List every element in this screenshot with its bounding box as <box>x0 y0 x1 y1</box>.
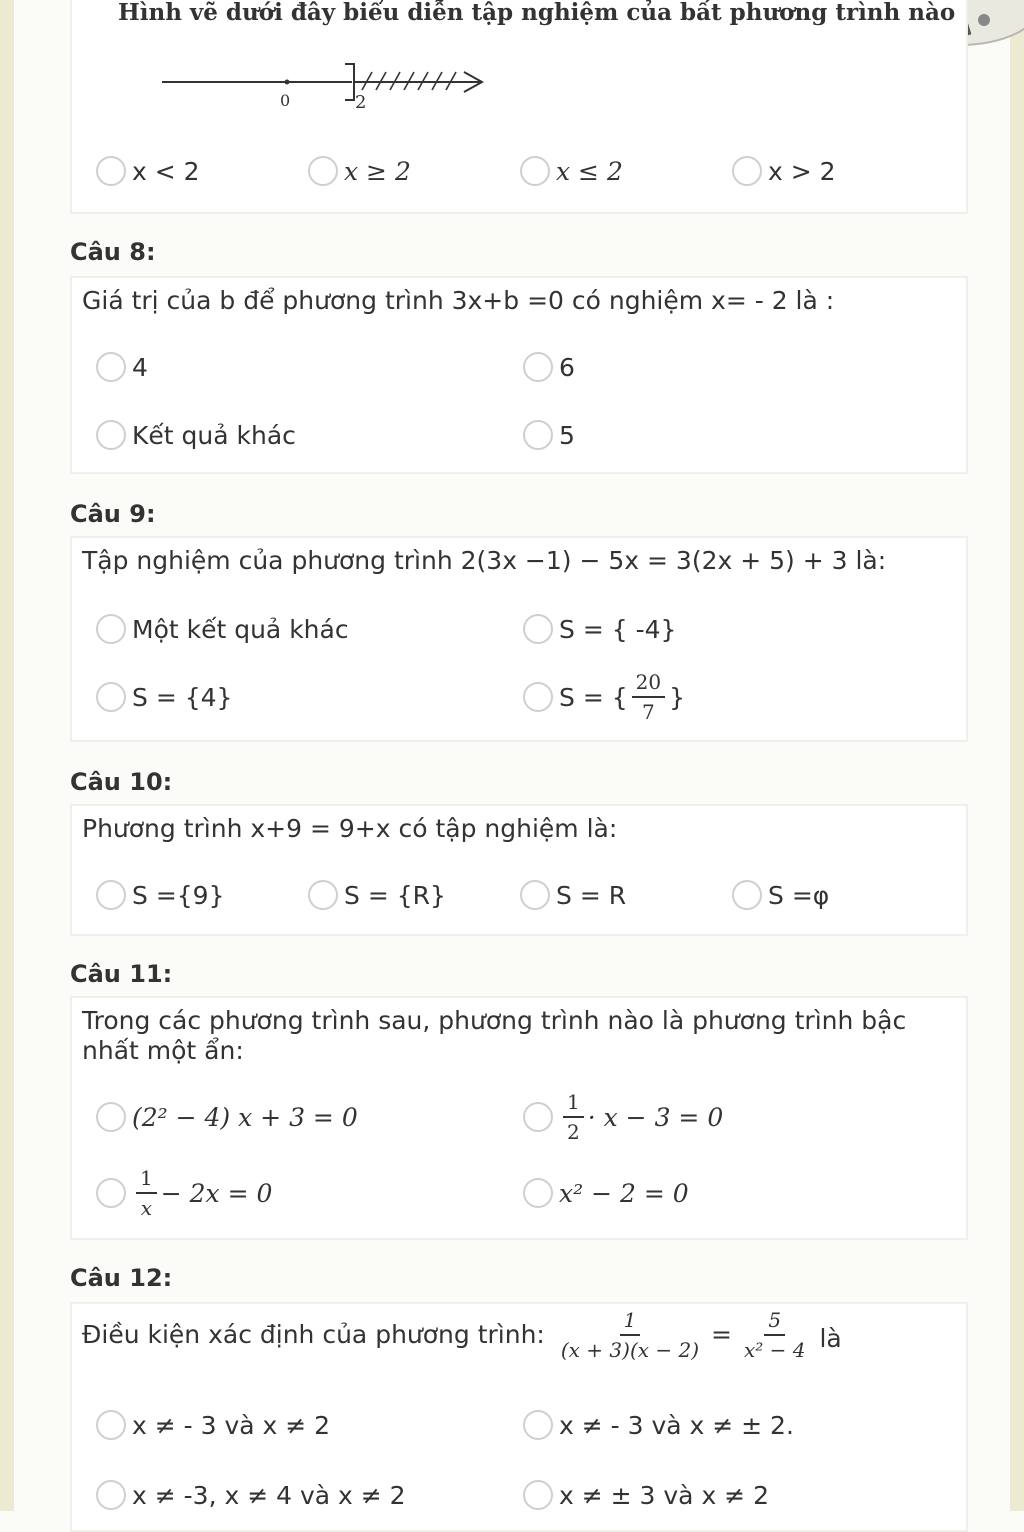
q12-option-2-label: x ≠ - 3 và x ≠ ± 2. <box>559 1410 794 1440</box>
q7-option-4[interactable] <box>732 156 836 186</box>
question-10-card <box>70 804 968 936</box>
q12-fraction-1-numerator: 1 <box>620 1306 641 1336</box>
q10-option-3-radio[interactable] <box>520 880 550 910</box>
number-line <box>152 56 512 116</box>
q9-option-4-radio[interactable] <box>523 682 553 712</box>
q7-option-1-radio[interactable] <box>96 156 126 186</box>
q10-option-4[interactable] <box>732 880 829 910</box>
q10-option-4-label: S =φ <box>768 880 830 910</box>
q12-option-1[interactable] <box>96 1410 330 1440</box>
question-10-prompt: Phương trình x+9 = 9+x có tập nghiệm là: <box>82 814 618 843</box>
q12-option-4-label: x ≠ ± 3 và x ≠ 2 <box>559 1480 769 1510</box>
q8-option-3[interactable] <box>96 420 296 450</box>
right-border <box>1010 0 1024 1511</box>
q12-fraction-2 <box>740 1306 810 1364</box>
q8-option-4[interactable] <box>523 420 575 450</box>
question-11-title: Câu 11: <box>70 960 173 988</box>
q11-option-2[interactable] <box>523 1088 723 1146</box>
q12-fraction-1-denominator: (x + 3)(x − 2) <box>560 1338 700 1362</box>
q9-option-3-label: S = {4} <box>132 682 233 712</box>
question-12-prompt-prefix: Điều kiện xác định của phương trình: <box>82 1320 545 1349</box>
q8-option-1[interactable] <box>96 352 148 382</box>
q8-option-2-radio[interactable] <box>523 352 553 382</box>
question-11-prompt-line-1: Trong các phương trình sau, phương trình nào là phương trình bậc <box>82 1006 907 1035</box>
q10-option-2-label: S = {R} <box>344 880 446 910</box>
q7-option-3[interactable] <box>520 156 623 186</box>
q11-option-3-rest: − 2x = 0 <box>160 1178 273 1208</box>
q12-option-2-radio[interactable] <box>523 1410 553 1440</box>
q11-option-1-radio[interactable] <box>96 1102 126 1132</box>
q11-option-4[interactable] <box>523 1178 689 1208</box>
q12-option-1-radio[interactable] <box>96 1410 126 1440</box>
q9-option-4-suffix: } <box>669 682 685 712</box>
q12-option-3-radio[interactable] <box>96 1480 126 1510</box>
q7-option-2-label: x ≥ 2 <box>344 156 411 186</box>
q8-option-4-radio[interactable] <box>523 420 553 450</box>
q12-equals-sign: = <box>711 1320 732 1349</box>
question-9-title: Câu 9: <box>70 500 156 528</box>
question-8-title: Câu 8: <box>70 238 156 266</box>
q10-option-2-radio[interactable] <box>308 880 338 910</box>
q8-option-3-label: Kết quả khác <box>132 420 296 450</box>
question-8-prompt: Giá trị của b để phương trình 3x+b =0 có nghiệm x= - 2 là : <box>82 286 835 315</box>
q9-option-3[interactable] <box>96 682 232 712</box>
q8-option-4-label: 5 <box>559 420 575 450</box>
q11-option-3[interactable] <box>96 1164 272 1222</box>
q12-option-1-label: x ≠ - 3 và x ≠ 2 <box>132 1410 331 1440</box>
q7-option-1[interactable] <box>96 156 200 186</box>
q8-option-2-label: 6 <box>559 352 575 382</box>
q11-option-3-radio[interactable] <box>96 1178 126 1208</box>
q7-option-2-radio[interactable] <box>308 156 338 186</box>
q11-option-2-rest: · x − 3 = 0 <box>587 1102 724 1132</box>
q11-option-1[interactable] <box>96 1102 358 1132</box>
q9-option-2-label: S = { -4} <box>559 614 677 644</box>
q11-option-3-numerator: 1 <box>136 1164 157 1194</box>
q10-option-1[interactable] <box>96 880 224 910</box>
q12-fraction-2-numerator: 5 <box>764 1306 785 1336</box>
q10-option-3-label: S = R <box>556 880 627 910</box>
q12-option-3-label: x ≠ -3, x ≠ 4 và x ≠ 2 <box>132 1480 406 1510</box>
question-12-title: Câu 12: <box>70 1264 173 1292</box>
question-12-prompt <box>82 1306 842 1364</box>
q8-option-1-label: 4 <box>132 352 148 382</box>
q11-option-3-denominator: x <box>140 1196 152 1220</box>
q10-option-3[interactable] <box>520 880 626 910</box>
question-10-title: Câu 10: <box>70 768 173 796</box>
q12-fraction-1 <box>557 1306 703 1364</box>
question-9-card <box>70 536 968 742</box>
q12-option-4-radio[interactable] <box>523 1480 553 1510</box>
q12-option-3[interactable] <box>96 1480 406 1510</box>
question-12-prompt-suffix: là <box>819 1324 842 1353</box>
left-border <box>0 0 14 1511</box>
q9-option-1-radio[interactable] <box>96 614 126 644</box>
q12-option-4[interactable] <box>523 1480 769 1510</box>
question-12-card <box>70 1302 968 1532</box>
question-7-card <box>70 0 968 214</box>
q11-option-2-denominator: 2 <box>567 1120 580 1144</box>
axis-two-label: 2 <box>355 92 367 113</box>
q9-option-1[interactable] <box>96 614 349 644</box>
q11-option-2-numerator: 1 <box>563 1088 584 1118</box>
q8-option-1-radio[interactable] <box>96 352 126 382</box>
q12-option-2[interactable] <box>523 1410 794 1440</box>
q10-option-1-label: S ={9} <box>132 880 225 910</box>
q10-option-4-radio[interactable] <box>732 880 762 910</box>
question-7-prompt: Hình vẽ dưới đây biểu diễn tập nghiệm của bất phương trình nào <box>118 0 956 26</box>
q10-option-2[interactable] <box>308 880 446 910</box>
q9-option-4-numerator: 20 <box>632 668 665 698</box>
q9-option-4[interactable] <box>523 668 685 726</box>
question-9-prompt: Tập nghiệm của phương trình 2(3x −1) − 5x = 3(2x + 5) + 3 là: <box>82 546 887 575</box>
q9-option-3-radio[interactable] <box>96 682 126 712</box>
q8-option-3-radio[interactable] <box>96 420 126 450</box>
question-8-card <box>70 276 968 474</box>
q7-option-3-label: x ≤ 2 <box>556 156 623 186</box>
q7-option-3-radio[interactable] <box>520 156 550 186</box>
q9-option-4-fraction <box>632 668 665 726</box>
q10-option-1-radio[interactable] <box>96 880 126 910</box>
q11-option-2-radio[interactable] <box>523 1102 553 1132</box>
q11-option-3-fraction <box>136 1164 157 1222</box>
q12-fraction-2-denominator: x² − 4 <box>743 1338 806 1362</box>
q9-option-2[interactable] <box>523 614 676 644</box>
q7-option-2[interactable] <box>308 156 411 186</box>
q11-option-1-label: (2² − 4) x + 3 = 0 <box>132 1102 358 1132</box>
q9-option-4-denominator: 7 <box>641 700 655 724</box>
q8-option-2[interactable] <box>523 352 575 382</box>
q9-option-4-prefix: S = { <box>559 682 628 712</box>
question-11-prompt-line-2: nhất một ẩn: <box>82 1036 244 1065</box>
q11-option-2-fraction <box>563 1088 584 1146</box>
q9-option-1-label: Một kết quả khác <box>132 614 349 644</box>
q11-option-4-radio[interactable] <box>523 1178 553 1208</box>
q11-option-4-label: x² − 2 = 0 <box>559 1178 689 1208</box>
q7-option-4-label: x > 2 <box>768 156 836 186</box>
q7-option-1-label: x < 2 <box>132 156 200 186</box>
question-11-card <box>70 996 968 1240</box>
axis-zero-label: 0 <box>280 91 291 110</box>
q7-option-4-radio[interactable] <box>732 156 762 186</box>
q9-option-2-radio[interactable] <box>523 614 553 644</box>
